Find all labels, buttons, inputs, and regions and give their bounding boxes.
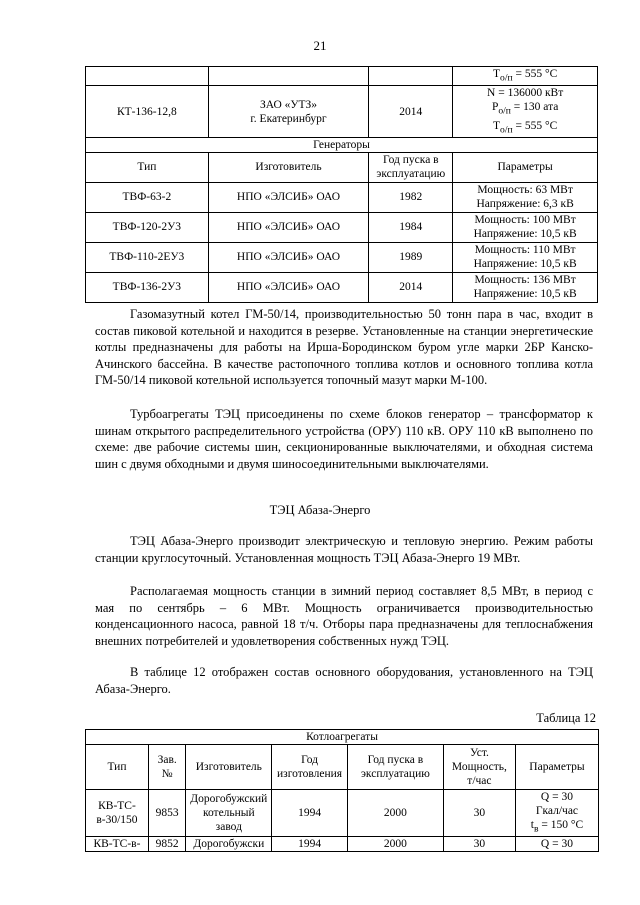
table-row: ТВФ-136-2У3 НПО «ЭЛСИБ» ОАО 2014 Мощность: 136 МВт Напряжение: 10,5 кВ — [86, 272, 598, 302]
section-row — [86, 730, 599, 745]
section-heading: ТЭЦ Абаза-Энерго — [269, 503, 371, 517]
header-row: Тип Зав. № Изготовитель Год изготовления Год пуска в эксплуатацию Уст. Мощность, т/час Параметры — [86, 745, 599, 790]
temperature-cell: $Т_{о/п} = 555$ °С — [453, 67, 598, 86]
table-row: ТВФ-120-2У3 НПО «ЭЛСИБ» ОАО 1984 Мощность: 100 МВт Напряжение: 10,5 кВ — [86, 212, 598, 242]
paragraph-table-ref: В таблице 12 отображен состав основного оборудования, установленного на ТЭЦ Абаза-Энерго. — [95, 665, 593, 696]
paragraph-abaza-intro: ТЭЦ Абаза-Энерго производит электрическую и тепловую энергию. Режим работы станции круглосуточный. Установленная мощность ТЭЦ Абаза-Энерго 19 МВт. — [95, 534, 593, 565]
table-row: ТВФ-63-2 НПО «ЭЛСИБ» ОАО 1982 Мощность: 63 МВт Напряжение: 6,3 кВ — [86, 182, 598, 212]
table-row — [86, 67, 598, 86]
paragraph-turbines: Турбоагрегаты ТЭЦ присоединены по схеме блоков генератор – трансформатор к шинам открытого распределительного устройства (ОРУ) 110 кВ. ОРУ 110 кВ выполнено по схеме: две рабочие системы шин, секционированные выключателями, и обходная система шин с двумя обходными и двумя шиносоединительными выключателями. — [95, 407, 593, 471]
turbine-params: N = 136000 кВт $Р_{о/п} = 130$ ата $Т_{о/п} = 555$ °С — [453, 86, 598, 138]
turbine-maker: ЗАО «УТЗ» г. Екатеринбург — [208, 86, 369, 138]
table-row: ТВФ-110-2ЕУ3 НПО «ЭЛСИБ» ОАО 1989 Мощность: 110 МВт Напряжение: 10,5 кВ — [86, 242, 598, 272]
table-row: КВ-ТС-в- 9852 Дорогобужски 1994 2000 30 Q = 30 — [86, 837, 599, 852]
table-row — [86, 86, 598, 138]
equipment-table-continued — [85, 66, 598, 303]
section-generators: Генераторы — [86, 137, 598, 152]
turbine-year: 2014 — [369, 86, 453, 138]
section-row — [86, 137, 598, 152]
table-caption: Таблица 12 — [536, 711, 596, 725]
table-12 — [85, 729, 599, 852]
section-boilers: Котлоагрегаты — [86, 730, 599, 745]
page-number: 21 — [313, 38, 327, 53]
table-row: КВ-ТС-в-30/150 9853 Дорогобужский котельный завод 1994 2000 30 Q = 30 Гкал/час $t_в = 150$ °С — [86, 790, 599, 837]
turbine-type: КТ-136-12,8 — [86, 86, 209, 138]
paragraph-abaza-capacity: Располагаемая мощность станции в зимний период составляет 8,5 МВт, в период с мая по сентябрь – 6 МВт. Мощность ограничивается производительностью конденсационного насоса, равной 18 т/ч. Отборы пара предназначены для теплоснабжения внешних потребителей и удовлетворения собственных нужд ТЭЦ. — [95, 584, 593, 648]
paragraph-boiler: Газомазутный котел ГМ-50/14, производительностью 50 тонн пара в час, входит в состав пиковой котельной и находится в резерве. Установленные на станции энергетические котлы предназначены для работы на Ирша-Бородинском буром угле марки 2БР Канско-Ачинского бассейна. В качестве растопочного топлива котлов и основного топлива котла ГМ-50/14 пиковой котельной используется топочный мазут марки М-100. — [95, 307, 593, 387]
header-row: Тип Изготовитель Год пуска в эксплуатацию Параметры — [86, 152, 598, 182]
